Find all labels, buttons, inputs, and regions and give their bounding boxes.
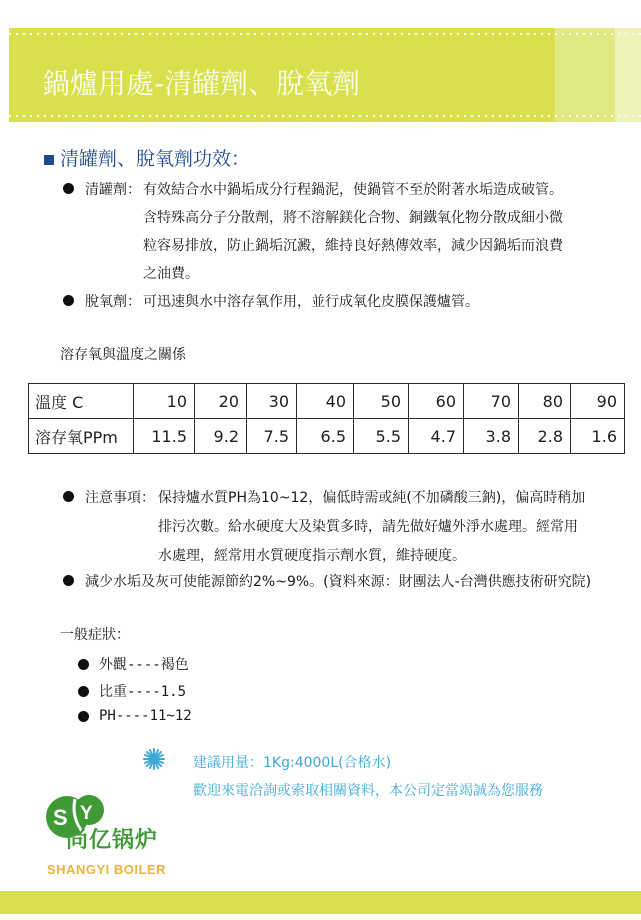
- notes-text-line: 排污次數。給水硬度大及染質多時，請先做好爐外淨水處理。經常用: [158, 519, 578, 535]
- table-cell: 30: [247, 384, 297, 419]
- table-cell: 7.5: [247, 419, 297, 454]
- symptom-text: PH----11~12: [99, 708, 192, 724]
- table-cell: 60: [409, 384, 464, 419]
- logo-name-chinese: 尚亿锅炉: [66, 828, 159, 853]
- table-caption: 溶存氧與溫度之關係: [60, 347, 186, 363]
- table-cell: 80: [519, 384, 571, 419]
- table-cell: 11.5: [134, 419, 195, 454]
- table-cell: 6.5: [297, 419, 354, 454]
- row-header: 溫度 C: [29, 384, 134, 419]
- effect-text-line: 粒容易排放，防止鍋垢沉澱，維持良好熱傳效率，減少因鍋垢而浪費: [143, 238, 563, 254]
- banner-dotted-line-top: [9, 33, 641, 35]
- page-title: 鍋爐用處-清罐劑、脫氧劑: [42, 67, 361, 100]
- table-cell: 3.8: [464, 419, 519, 454]
- section-heading: [44, 144, 250, 171]
- notes-text-line: 保持爐水質PH為10~12，偏低時需或純(不加磷酸三鈉)，偏高時稍加: [158, 490, 586, 506]
- square-bullet-icon: [44, 155, 54, 165]
- contact-message: 歡迎來電洽詢或索取相關資料，本公司定當竭誠為您服務: [193, 783, 543, 799]
- dosage-recommendation: 建議用量：1Kg:4000L(合格水): [193, 755, 392, 771]
- notes-label: 注意事項：: [85, 490, 155, 506]
- logo-name-english: SHANGYI BOILER: [47, 862, 166, 877]
- table-cell: 90: [571, 384, 625, 419]
- notes-text-line: 水處理，經常用水質硬度指示劑水質，維持硬度。: [158, 548, 466, 564]
- row-header: 溶存氧PPm: [29, 419, 134, 454]
- energy-saving-note: 減少水垢及灰可使能源節約2%~9%。(資料來源：財團法人-台灣供應技術研究院): [85, 574, 592, 590]
- effect-label-deoxidizer: 脫氧劑：: [85, 294, 141, 310]
- oxygen-temperature-table: [28, 383, 625, 454]
- title-banner: [9, 28, 641, 122]
- table-cell: 4.7: [409, 419, 464, 454]
- symptom-text: 比重----1.5: [99, 684, 187, 700]
- bullet-icon: [78, 659, 89, 670]
- starburst-icon: [143, 748, 165, 770]
- bullet-icon: [63, 575, 74, 586]
- table-cell: 5.5: [354, 419, 409, 454]
- table-cell: 20: [195, 384, 247, 419]
- banner-accent-light: [555, 28, 615, 122]
- effect-text-line: 含特殊高分子分散劑，將不溶解鎂化合物、銅鐵氧化物分散成細小微: [143, 210, 563, 226]
- bullet-icon: [78, 686, 89, 697]
- banner-accent-lighter: [615, 28, 641, 122]
- symptom-text: 外觀----褐色: [99, 657, 189, 673]
- effect-text-line: 可迅速與水中溶存氧作用，並行成氧化皮膜保護爐管。: [143, 294, 479, 310]
- table-cell: 2.8: [519, 419, 571, 454]
- symptom-item: [78, 654, 189, 674]
- bullet-icon: [78, 711, 89, 722]
- effect-text-line: 之油費。: [143, 266, 199, 282]
- table-row-oxygen: [29, 419, 625, 454]
- table-cell: 40: [297, 384, 354, 419]
- table-cell: 50: [354, 384, 409, 419]
- bullet-icon: [63, 295, 74, 306]
- table-row-temperature: [29, 384, 625, 419]
- logo-letter-y: Y: [80, 803, 93, 824]
- table-cell: 1.6: [571, 419, 625, 454]
- table-cell: 10: [134, 384, 195, 419]
- footer-bar: [0, 891, 641, 914]
- effect-text-line: 有效結合水中鍋垢成分行程鍋泥，使鍋管不至於附著水垢造成破管。: [143, 182, 563, 198]
- symptom-item: [78, 708, 192, 724]
- section-heading-text: 清罐劑、脫氧劑功效：: [60, 148, 251, 170]
- table-cell: 9.2: [195, 419, 247, 454]
- symptom-item: [78, 681, 186, 701]
- table-cell: 70: [464, 384, 519, 419]
- symptoms-title: 一般症狀：: [60, 627, 130, 643]
- bullet-icon: [63, 183, 74, 194]
- banner-dotted-line-bottom: [9, 115, 641, 117]
- effect-label-descaler: 清罐劑：: [85, 182, 141, 198]
- logo-letter-s: S: [53, 805, 68, 830]
- bullet-icon: [63, 491, 74, 502]
